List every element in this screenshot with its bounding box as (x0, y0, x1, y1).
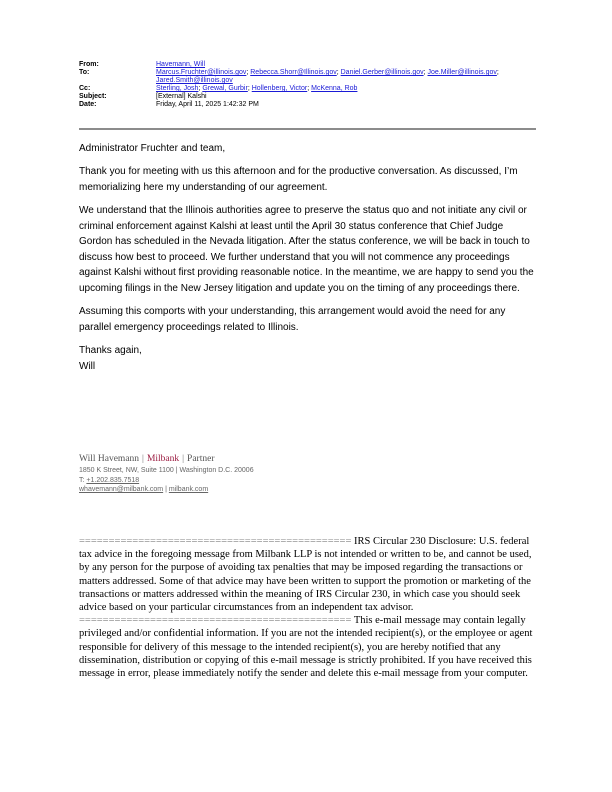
subject-row (79, 93, 539, 101)
signature-separator: | (182, 454, 185, 464)
body-paragraph: Assuming this comports with your understanding, this arrangement would avoid the need for any parallel emergency proceedings related to Illinois. (79, 306, 506, 333)
email-body (79, 141, 539, 374)
phone-link[interactable]: +1.202.835.7518 (86, 476, 140, 484)
greeting: Administrator Fruchter and team, (79, 143, 226, 154)
to-recipient-link[interactable]: Marcus.Fruchter@illinois.gov (156, 69, 247, 76)
email-header (79, 61, 539, 109)
confidentiality-text: This e-mail message may contain legally privileged and/or confidential information. If you are not the intended recipient(s), or the employee or agent responsible for delivery of this message to the intended recipient(s), you are hereby notified that any dissemination, distribution or copying of this e-mail message is strictly prohibited. If you have received this message in error, please immediately notify the sender and delete this e-mail message from your computer. (79, 615, 533, 680)
subject-label: Subject: (79, 93, 107, 100)
website-link[interactable]: milbank.com (168, 486, 209, 493)
legal-disclaimer (79, 535, 539, 680)
body-paragraph: Thank you for meeting with us this afternoon and for the productive conversation. As discussed, I’m memorializing here my understanding of our agreement. (79, 166, 518, 193)
to-recipient-link[interactable]: Daniel.Gerber@illinois.gov (340, 69, 424, 76)
email-signature (79, 453, 479, 495)
irs-disclosure (79, 535, 539, 614)
signature-separator: | (142, 454, 144, 464)
from-label: From: (79, 61, 99, 68)
cc-recipient-link[interactable]: Grewal, Gurbir (202, 85, 248, 92)
to-recipient-link[interactable]: Joe.Miller@illinois.gov (427, 69, 497, 76)
from-row (79, 61, 539, 69)
to-list: Marcus.Fruchter@illinois.gov; Rebecca.Shorr@Illinois.gov; Daniel.Gerber@illinois.gov; Joe.Miller@illinois.gov; Jared.Smith@illinois.gov (156, 69, 499, 84)
cc-row (79, 85, 539, 93)
confidentiality-notice (79, 614, 539, 680)
cc-recipient-link[interactable]: Sterling, Josh (156, 85, 199, 92)
cc-label: Cc: (79, 85, 91, 92)
date-label: Date: (79, 101, 97, 108)
cc-recipient-link[interactable]: Hollenberg, Victor (251, 85, 308, 92)
separator-line: ============================================== (79, 615, 352, 627)
email-link[interactable]: whavemann@milbank.com (79, 486, 164, 493)
signature-links (79, 485, 479, 495)
cc-list: Sterling, Josh; Grewal, Gurbir; Hollenberg, Victor; McKenna, Rob (156, 85, 358, 92)
signature-name: Will Havemann (79, 454, 140, 464)
to-label: To: (79, 69, 90, 76)
irs-disclosure-text: IRS Circular 230 Disclosure: U.S. federal tax advice in the foregoing message from Milbank LLP is not intended or written to be, and cannot be used, by any person for the purpose of avoiding tax penalties that may be imposed regarding the transactions or matters addressed. Some of that advice may have been written to support the promotion or marketing of the transactions or matters addressed within the meaning of IRS Circular 230, in which case you should seek advice based on your particular circumstances from an independent tax advisor. (79, 536, 532, 614)
signature-name-line (79, 453, 479, 466)
signature-firm: Milbank (146, 454, 180, 464)
to-recipient-link[interactable]: Rebecca.Shorr@Illinois.gov (250, 69, 337, 76)
header-divider (79, 128, 536, 130)
separator-line: ============================================== (79, 536, 352, 547)
link-separator: | (163, 486, 169, 493)
signature-title: Partner (187, 454, 215, 464)
signoff: Will (79, 360, 96, 372)
signature-phone-line (79, 476, 479, 486)
body-paragraph: We understand that the Illinois authorities agree to preserve the status quo and not initiate any civil or criminal enforcement against Kalshi at least until the April 30 status conference that Chief Judge Gordon has scheduled in the Nevada litigation. After the status conference, we will be back in touch to discuss how best to proceed. We further understand that you will not commence any proceedings against Kalshi without first providing reasonable notice. In the meantime, we are happy to send you the upcoming filings in the New Jersey litigation and update you on the timing of any proceedings there. (79, 204, 534, 294)
date-text: Friday, April 11, 2025 1:42:32 PM (156, 101, 259, 108)
cc-recipient-link[interactable]: McKenna, Rob (311, 85, 358, 92)
from-link[interactable]: Havemann, Will (156, 61, 206, 68)
subject-text: [External] Kalshi (156, 93, 207, 100)
phone-prefix: T: (79, 476, 87, 484)
signature-address: 1850 K Street, NW, Suite 1100 | Washington D.C. 20006 (79, 467, 254, 474)
date-row (79, 101, 539, 109)
to-row (79, 69, 539, 85)
closing: Thanks again, (79, 344, 142, 356)
to-recipient-link[interactable]: Jared.Smith@illinois.gov (156, 77, 233, 84)
